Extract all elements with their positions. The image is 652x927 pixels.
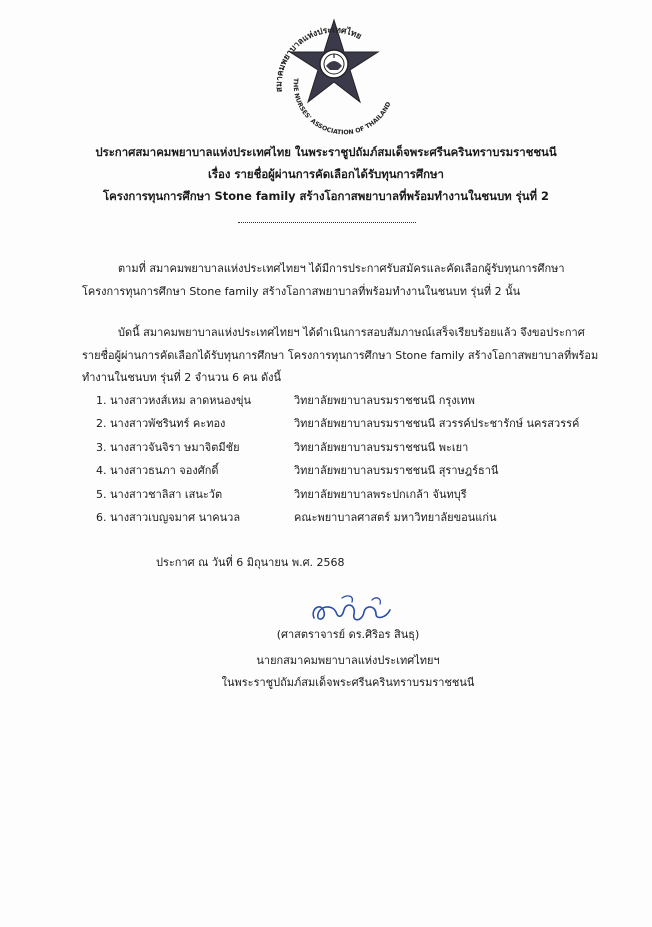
announcement-title: ประกาศสมาคมพยาบาลแห่งประเทศไทย ในพระราชูปถัมภ์สมเด็จพระศรีนครินทราบรมราชชนนี bbox=[95, 145, 557, 159]
recipient-name: 2. นางสาวพัชรินทร์ คะทอง bbox=[96, 417, 226, 431]
recipient-institution: วิทยาลัยพยาบาลบรมราชชนนี สุราษฎร์ธานี bbox=[294, 464, 499, 478]
issue-date: ประกาศ ณ วันที่ 6 มิถุนายน พ.ศ. 2568 bbox=[156, 556, 345, 569]
recipient-name: 5. นางสาวชาลิสา เสนะวัต bbox=[96, 487, 223, 501]
recipient-name: 3. นางสาวจันจิรา ษมาจิตมีชัย bbox=[96, 440, 240, 454]
signatory-name: (ศาสตราจารย์ ดร.ศิริอร สินธุ) bbox=[276, 628, 420, 641]
recipient-institution: วิทยาลัยพยาบาลบรมราชชนนี สวรรค์ประชารักษ์ นครสวรรค์ bbox=[294, 417, 580, 431]
list-item bbox=[96, 507, 566, 530]
paragraph-2-line-3: ทำงานในชนบท รุ่นที่ 2 จำนวน 6 คน ดังนี้ bbox=[82, 371, 282, 384]
recipient-name: 4. นางสาวธนภา จองศักดิ์ bbox=[96, 464, 219, 478]
paragraph-2-line-1: บัดนี้ สมาคมพยาบาลแห่งประเทศไทยฯ ได้ดำเนินการสอบสัมภาษณ์เสร็จเรียบร้อยแล้ว จึงขอประกาศ bbox=[118, 326, 585, 339]
paragraph-1-line-2: โครงการทุนการศึกษา Stone family สร้างโอกาสพยาบาลที่พร้อมทำงานในชนบท รุ่นที่ 2 นั้น bbox=[82, 285, 521, 298]
list-item bbox=[96, 413, 580, 436]
recipient-list bbox=[96, 390, 580, 530]
dotted-divider bbox=[238, 222, 416, 223]
logo-text-thai: สมาคมพยาบาลแห่งประเทศไทย bbox=[274, 25, 364, 93]
list-item bbox=[96, 390, 566, 413]
list-item bbox=[96, 437, 566, 460]
recipient-institution: วิทยาลัยพยาบาลพระปกเกล้า จันทบุรี bbox=[294, 487, 467, 501]
list-item bbox=[96, 460, 566, 483]
paragraph-2-line-2: รายชื่อผู้ผ่านการคัดเลือกได้รับทุนการศึกษา โครงการทุนการศึกษา Stone family สร้างโอกาสพยาบาลที่พร้อม bbox=[82, 349, 599, 362]
recipient-institution: วิทยาลัยพยาบาลบรมราชชนนี พะเยา bbox=[294, 440, 469, 454]
logo-text-english: THE NURSES' ASSOCIATION OF THAILAND bbox=[291, 77, 393, 137]
recipient-name: 6. นางสาวเบญจมาศ นาคนวล bbox=[96, 510, 241, 524]
signatory-title-patronage: ในพระราชูปถัมภ์สมเด็จพระศรีนครินทราบรมราชชนนี bbox=[221, 676, 475, 689]
recipient-name: 1. นางสาวหงส์เหม ลาดหนองขุ่น bbox=[96, 394, 252, 407]
association-logo bbox=[268, 18, 400, 138]
list-item bbox=[96, 484, 566, 507]
paragraph-1-line-1: ตามที่ สมาคมพยาบาลแห่งประเทศไทยฯ ได้มีการประกาศรับสมัครและคัดเลือกผู้รับทุนการศึกษา bbox=[118, 262, 565, 275]
program-title: โครงการทุนการศึกษา Stone family สร้างโอกาสพยาบาลที่พร้อมทำงานในชนบท รุ่นที่ 2 bbox=[103, 189, 549, 203]
recipient-institution: วิทยาลัยพยาบาลบรมราชชนนี กรุงเทพ bbox=[294, 394, 475, 407]
signatory-title: นายกสมาคมพยาบาลแห่งประเทศไทยฯ bbox=[256, 654, 440, 667]
announcement-subject: เรื่อง รายชื่อผู้ผ่านการคัดเลือกได้รับทุนการศึกษา bbox=[208, 167, 444, 181]
recipient-institution: คณะพยาบาลศาสตร์ มหาวิทยาลัยขอนแก่น bbox=[294, 510, 497, 524]
